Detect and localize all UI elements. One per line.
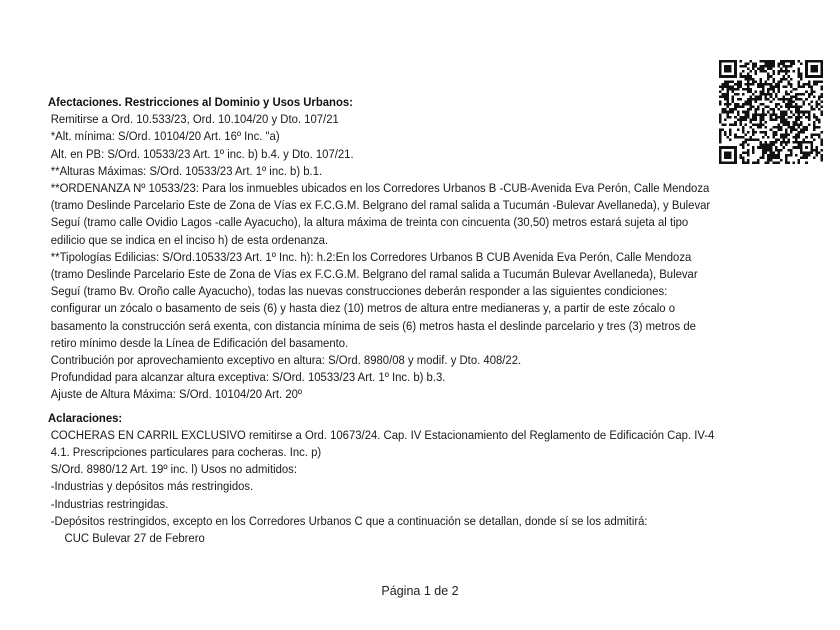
aclaraciones-line: 4.1. Prescripciones particulares para cocheras. Inc. p): [50, 445, 322, 460]
restricciones-line: Seguí (tramo Bv. Oroño calle Ayacucho), todas las nuevas construcciones deberán responder a las siguientes condiciones:: [50, 284, 668, 299]
restricciones-line: retiro mínimo desde la Línea de Edificación del basamento.: [50, 335, 349, 350]
aclaraciones-title: Aclaraciones:: [48, 410, 123, 425]
restricciones-line: configurar un zócalo o basamento de seis (6) y hasta diez (10) metros de altura entre medianeras y, a partir de este zócalo o: [50, 301, 675, 316]
restricciones-list: [48, 111, 711, 403]
aclaraciones-sub-item: CUC Bulevar 27 de Febrero: [64, 531, 205, 546]
aclaraciones-line: -Depósitos restringidos, excepto en los Corredores Urbanos C que a continuación se detallan, donde sí se los admitirá:: [50, 513, 648, 528]
restricciones-line: Contribución por aprovechamiento exceptivo en altura: S/Ord. 8980/08 y modif. y Dto. 408/22.: [50, 353, 522, 368]
aclaraciones-line: -Industrias y depósitos más restringidos.: [50, 479, 254, 494]
document-body: [48, 94, 715, 547]
restricciones-line: Seguí (tramo calle Ovidio Lagos -calle Ayacucho), la altura máxima de treinta con cincuenta (30,50) metros estará sujeta al tipo: [50, 215, 689, 230]
restricciones-line: **Tipologías Edilicias: S/Ord.10533/23 Art. 1º Inc. h): h.2:En los Corredores Urbanos B CUB Avenida Eva Perón, Calle Mendoza: [50, 249, 692, 264]
restricciones-line: Alt. en PB: S/Ord. 10533/23 Art. 1º inc. b) b.4. y Dto. 107/21.: [50, 146, 354, 161]
page-number: Página 1 de 2: [381, 584, 459, 598]
restricciones-line: edilicio que se indica en el inciso h) de esta ordenanza.: [50, 232, 329, 247]
restricciones-line: basamento la construcción será exenta, con distancia mínima de seis (6) metros hasta el deslinde parcelario y tres (3) metros de: [50, 318, 696, 333]
restricciones-title: Afectaciones. Restricciones al Dominio y Usos Urbanos:: [48, 95, 353, 109]
aclaraciones-line: S/Ord. 8980/12 Art. 19º inc. l) Usos no admitidos:: [50, 462, 297, 477]
restricciones-line: Ajuste de Altura Máxima: S/Ord. 10104/20 Art. 20º: [50, 387, 303, 402]
restricciones-line: *Alt. mínima: S/Ord. 10104/20 Art. 16º Inc. "a): [50, 129, 280, 144]
aclaraciones-line: -Industrias restringidas.: [50, 496, 169, 511]
restricciones-line: (tramo Deslinde Parcelario Este de Zona de Vías ex F.C.G.M. Belgrano del ramal salida a Tucumán Bulevar Avellaneda), Bulevar: [50, 267, 698, 282]
restricciones-line: **Alturas Máximas: S/Ord. 10533/23 Art. 1º inc. b) b.1.: [50, 163, 323, 178]
restricciones-line: **ORDENANZA Nº 10533/23: Para los inmuebles ubicados en los Corredores Urbanos B -CUB-Avenida Eva Perón, Calle Mendoza: [50, 181, 710, 196]
qr-code-icon: [719, 60, 823, 164]
restricciones-line: Profundidad para alcanzar altura exceptiva: S/Ord. 10533/23 Art. 1º Inc. b) b.3.: [50, 370, 446, 385]
aclaraciones-list: [48, 427, 715, 530]
restricciones-line: Remitirse a Ord. 10.533/23, Ord. 10.104/20 y Dto. 107/21: [50, 112, 339, 127]
restricciones-line: (tramo Deslinde Parcelario Este de Zona de Vías ex F.C.G.M. Belgrano del ramal salida a Tucumán -Bulevar Avellaneda), y Bulevar: [50, 198, 711, 213]
aclaraciones-line: COCHERAS EN CARRIL EXCLUSIVO remitirse a Ord. 10673/24. Cap. IV Estacionamiento del Reglamento de Edificación Cap. IV-4: [50, 427, 715, 442]
